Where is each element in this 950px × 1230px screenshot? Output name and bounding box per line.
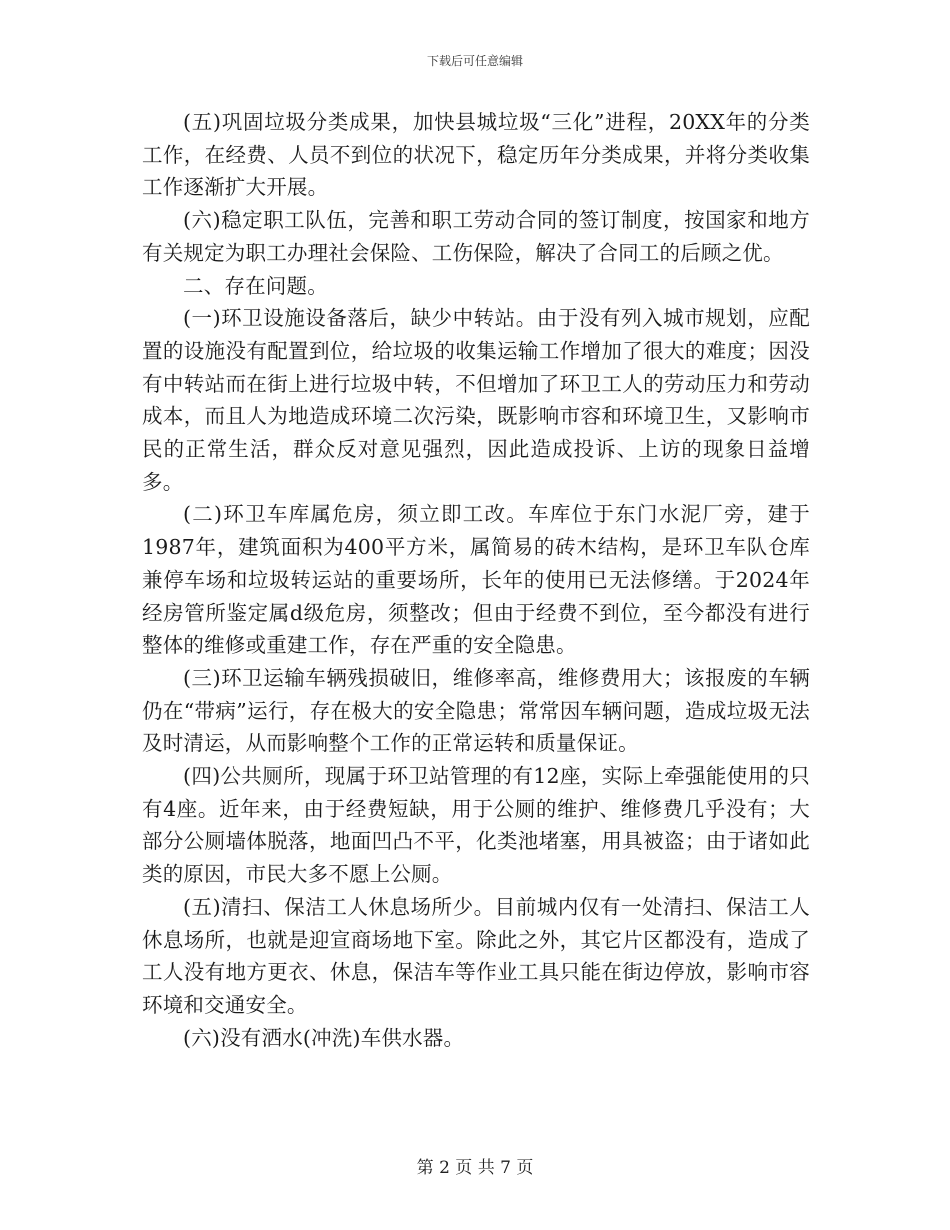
- paragraph: (一)环卫设施设备落后，缺少中转站。由于没有列入城市规划，应配置的设施没有配置到位，给垃圾的收集运输工作增加了很大的难度；因没有中转站而在街上进行垃圾中转，不但增加了环卫工人的劳动压力和劳动成本，而且人为地造成环境二次污染，既影响市容和环境卫生，又影响市民的正常生活，群众反对意见强烈，因此造成投诉、上访的现象日益增多。: [142, 306, 810, 494]
- document-body: [142, 106, 810, 1054]
- paragraph: (五)清扫、保洁工人休息场所少。目前城内仅有一处清扫、保洁工人休息场所，也就是迎宣商场地下室。除此之外，其它片区都没有，造成了工人没有地方更衣、休息，保洁车等作业工具只能在街边停放，影响市容环境和交通安全。: [142, 894, 810, 1017]
- paragraph: (二)环卫车库属危房，须立即工改。车库位于东门水泥厂旁，建于1987年，建筑面积为400平方米，属简易的砖木结构，是环卫车队仓库兼停车场和垃圾转运站的重要场所，长年的使用已无法修缮。于2024年经房管所鉴定属d级危房，须整改；但由于经费不到位，至今都没有进行整体的维修或重建工作，存在严重的安全隐患。: [142, 502, 810, 658]
- page-header: 下载后可任意编辑: [426, 54, 523, 68]
- section-heading: 二、存在问题。: [183, 273, 328, 298]
- paragraph: (六)稳定职工队伍，完善和职工劳动合同的签订制度，按国家和地方有关规定为职工办理社会保险、工伤保险，解决了合同工的后顾之优。: [142, 208, 810, 265]
- paragraph: (五)巩固垃圾分类成果，加快县城垃圾“三化”进程，20XX年的分类工作，在经费、人员不到位的状况下，稳定历年分类成果，并将分类收集工作逐渐扩大开展。: [142, 110, 810, 200]
- paragraph: (三)环卫运输车辆残损破旧，维修率高，维修费用大；该报废的车辆仍在“带病”运行，存在极大的安全隐患；常常因车辆问题，造成垃圾无法及时清运，从而影响整个工作的正常运转和质量保证。: [142, 665, 810, 756]
- page-number: 第 2 页 共 7 页: [416, 1158, 534, 1178]
- paragraph: (四)公共厕所，现属于环卫站管理的有12座，实际上牵强能使用的只有4座。近年来，由于经费短缺，用于公厕的维护、维修费几乎没有；大部分公厕墙体脱落，地面凹凸不平，化类池堵塞，用具被盗；由于诸如此类的原因，市民大多不愿上公厕。: [142, 764, 810, 887]
- paragraph: (六)没有洒水(冲洗)车供水器。: [183, 1025, 465, 1050]
